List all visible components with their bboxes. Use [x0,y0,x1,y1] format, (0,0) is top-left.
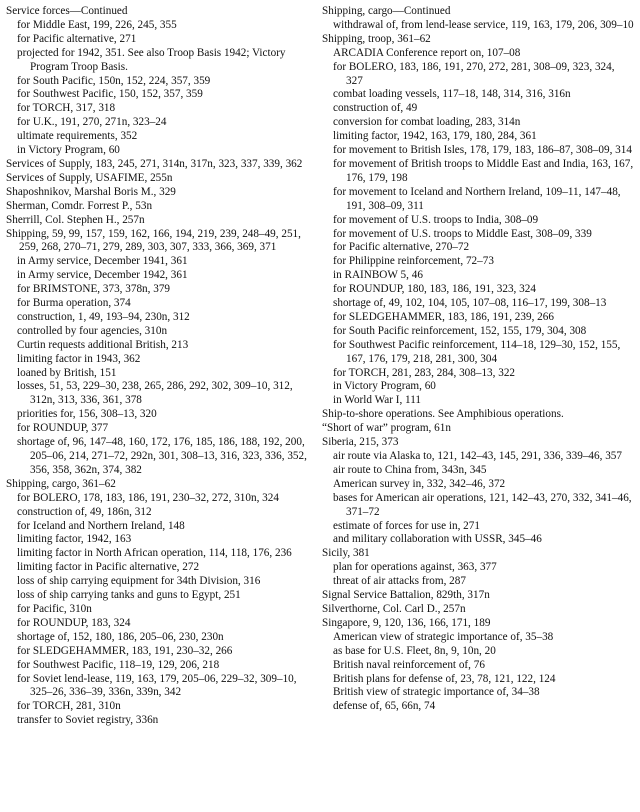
index-main-entry: Service forces—Continued [6,5,128,17]
index-subentry: bases for American air operations, 121, 142–43, 270, 332, 341–46, 371–72 [333,491,632,518]
index-subentry: for Burma operation, 374 [17,297,131,310]
index-subentry: for Southwest Pacific, 118–19, 129, 206, 218 [17,658,220,671]
index-subentry: for Southwest Pacific reinforcement, 114–18, 129–30, 152, 155, 167, 176, 179, 218, 281, 300, 304 [333,338,621,365]
index-subentry: for BOLERO, 178, 183, 186, 191, 230–32, 272, 310n, 324 [17,491,279,504]
index-subentry: in Army service, December 1942, 361 [17,269,188,282]
index-subentry: for Middle East, 199, 226, 245, 355 [17,18,177,31]
index-subentry: ultimate requirements, 352 [17,130,138,143]
index-subentry: transfer to Soviet registry, 336n [17,714,159,727]
index-subentry: withdrawal of, from lend-lease service, 119, 163, 179, 206, 309–10 [333,18,634,31]
index-subentry: construction of, 49, 186n, 312 [17,505,152,518]
index-subentry: for ROUNDUP, 180, 183, 186, 191, 323, 324 [333,283,536,296]
index-main-entry: Services of Supply, 183, 245, 271, 314n, 317n, 323, 337, 339, 362 [6,157,303,170]
index-subentry: air route via Alaska to, 121, 142–43, 145, 291, 336, 339–46, 357 [333,450,622,462]
index-subentry: British plans for defense of, 23, 78, 121, 122, 124 [333,672,556,685]
index-subentry: for movement of U.S. troops to India, 308–09 [333,213,539,226]
index-subentry: in Victory Program, 60 [17,144,120,157]
index-subentry: for movement to Iceland and Northern Ireland, 109–11, 147–48, 191, 308–09, 311 [333,185,621,212]
index-subentry: plan for operations against, 363, 377 [333,561,497,574]
index-subentry: threat of air attacks from, 287 [333,575,466,588]
index-subentry: loss of ship carrying equipment for 34th Division, 316 [17,575,261,588]
index-subentry: for BRIMSTONE, 373, 378n, 379 [17,283,171,296]
index-subentry: for Soviet lend-lease, 119, 163, 179, 205–06, 229–32, 309–10, 325–26, 336–39, 336n, 339n, 342 [17,672,297,699]
index-subentry: for BOLERO, 183, 186, 191, 270, 272, 281, 308–09, 323, 324, 327 [333,60,615,87]
index-subentry: limiting factor, 1942, 163, 179, 180, 284, 361 [333,130,537,143]
index-subentry: for South Pacific reinforcement, 152, 155, 179, 304, 308 [333,324,587,337]
index-subentry: and military collaboration with USSR, 345–46 [333,533,542,546]
index-subentry: conversion for combat loading, 283, 314n [333,116,521,129]
index-subentry: for movement to British Isles, 178, 179, 183, 186–87, 308–09, 314 [333,144,632,157]
index-subentry: as base for U.S. Fleet, 8n, 9, 10n, 20 [333,644,496,657]
index-main-entry: Silverthorne, Col. Carl D., 257n [322,602,466,615]
index-main-entry: Shipping, 59, 99, 157, 159, 162, 166, 194, 219, 239, 248–49, 251, 259, 268, 270–71, 279, 289, 303, 307, 333, 366, 369, 371 [6,227,301,254]
index-subentry: estimate of forces for use in, 271 [333,519,480,532]
index-subentry: in Army service, December 1941, 361 [17,255,188,268]
index-main-entry: Shipping, cargo, 361–62 [6,477,116,490]
index-subentry: for movement of British troops to Middle East and India, 163, 167, 176, 179, 198 [333,157,634,184]
index-subentry: air route to China from, 343n, 345 [333,463,487,476]
index-main-entry: Sherrill, Col. Stephen H., 257n [6,213,145,226]
index-main-entry: “Short of war” program, 61n [322,422,451,435]
index-main-entry: Sherman, Comdr. Forrest P., 53n [6,199,153,212]
index-subentry: for Pacific alternative, 270–72 [333,241,470,254]
index-main-entry: Ship-to-shore operations. See Amphibious operations. [322,408,564,421]
index-subentry: for ROUNDUP, 377 [17,422,109,435]
index-subentry: ARCADIA Conference report on, 107–08 [333,46,521,59]
index-subentry: limiting factor in North African operation, 114, 118, 176, 236 [17,547,292,560]
index-main-entry: Shipping, troop, 361–62 [322,32,431,45]
index-subentry: American view of strategic importance of, 35–38 [333,630,554,643]
index-subentry: construction of, 49 [333,102,418,115]
index-subentry: for South Pacific, 150n, 152, 224, 357, 359 [17,74,211,87]
index-subentry: loaned by British, 151 [17,366,117,379]
index-subentry: for Pacific alternative, 271 [17,32,137,45]
index-main-entry: Shaposhnikov, Marshal Boris M., 329 [6,185,176,198]
index-subentry: American survey in, 332, 342–46, 372 [333,477,506,490]
index-subentry: defense of, 65, 66n, 74 [333,700,436,713]
index-subentry: for TORCH, 281, 310n [17,700,121,713]
index-subentry: shortage of, 96, 147–48, 160, 172, 176, 185, 186, 188, 192, 200, 205–06, 214, 271–72, 292n, 301, 308–13, 316, 323, 336, 352, 356, 358, 362n, 374, 382 [17,436,307,476]
index-subentry: in World War I, 111 [333,394,421,407]
index-subentry: for Pacific, 310n [17,602,92,615]
index-subentry: British naval reinforcement of, 76 [333,658,485,671]
index-subentry: losses, 51, 53, 229–30, 238, 265, 286, 292, 302, 309–10, 312, 312n, 313, 336, 361, 378 [17,380,293,407]
index-subentry: for TORCH, 317, 318 [17,102,116,115]
index-subentry: construction, 1, 49, 193–94, 230n, 312 [17,310,190,323]
index-subentry: for SLEDGEHAMMER, 183, 191, 230–32, 266 [17,644,233,657]
index-subentry: for TORCH, 281, 283, 284, 308–13, 322 [333,366,516,379]
index-subentry: controlled by four agencies, 310n [17,324,168,337]
index-subentry: projected for 1942, 351. See also Troop Basis 1942; Victory Program Troop Basis. [17,46,286,73]
index-subentry: for movement of U.S. troops to Middle East, 308–09, 339 [333,227,592,240]
index-main-entry: Shipping, cargo—Continued [322,5,451,17]
index-subentry: for ROUNDUP, 183, 324 [17,616,131,629]
index-main-entry: Siberia, 215, 373 [322,436,399,449]
index-subentry: shortage of, 152, 180, 186, 205–06, 230, 230n [17,630,224,643]
left-column [6,5,310,728]
index-subentry: limiting factor in 1943, 362 [17,352,141,365]
index-subentry: in Victory Program, 60 [333,380,436,393]
index-main-entry: Sicily, 381 [322,547,370,560]
index-main-entry: Services of Supply, USAFIME, 255n [6,171,173,184]
index-subentry: for Philippine reinforcement, 72–73 [333,255,494,268]
index-main-entry: Signal Service Battalion, 829th, 317n [322,589,490,602]
index-subentry: limiting factor, 1942, 163 [17,533,132,546]
index-subentry: priorities for, 156, 308–13, 320 [17,408,157,421]
index-main-entry: Singapore, 9, 120, 136, 166, 171, 189 [322,616,491,629]
index-subentry: for Southwest Pacific, 150, 152, 357, 359 [17,88,203,101]
index-subentry: in RAINBOW 5, 46 [333,269,423,282]
index-subentry: shortage of, 49, 102, 104, 105, 107–08, 116–17, 199, 308–13 [333,297,607,310]
index-subentry: British view of strategic importance of, 34–38 [333,686,540,699]
right-column [322,5,634,714]
index-subentry: for Iceland and Northern Ireland, 148 [17,519,185,532]
index-subentry: for U.K., 191, 270, 271n, 323–24 [17,116,167,129]
index-subentry: Curtin requests additional British, 213 [17,338,189,351]
index-subentry: combat loading vessels, 117–18, 148, 314, 316, 316n [333,88,571,101]
index-subentry: loss of ship carrying tanks and guns to Egypt, 251 [17,589,241,602]
index-subentry: limiting factor in Pacific alternative, 272 [17,561,200,574]
index-subentry: for SLEDGEHAMMER, 183, 186, 191, 239, 266 [333,310,554,323]
